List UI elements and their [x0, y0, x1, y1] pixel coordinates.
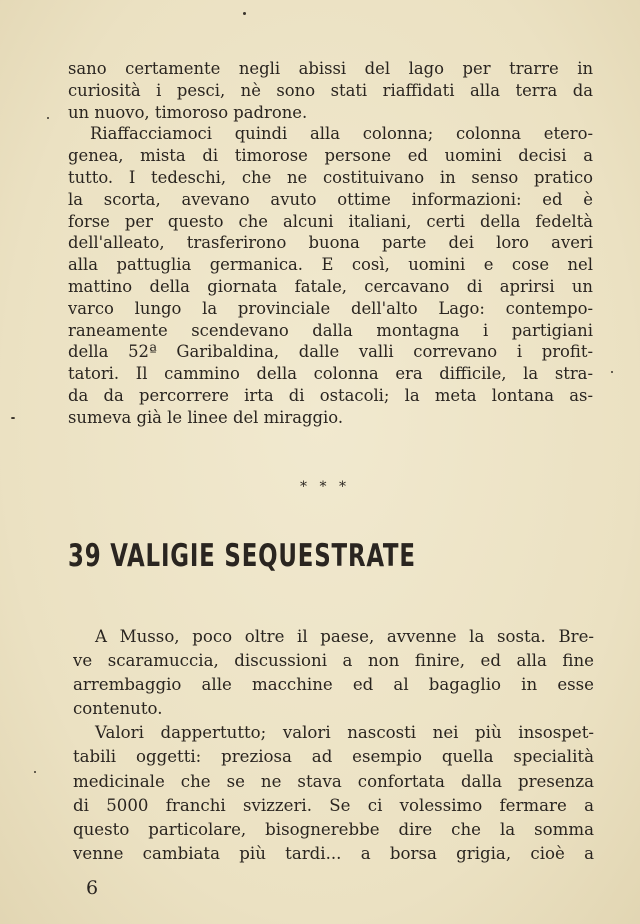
text-line: da da percorrere irta di ostacoli; la meta lontana as-	[68, 385, 593, 405]
chapter-heading: 39 VALIGIE SEQUESTRATE	[68, 538, 416, 574]
text-line: tutto. I tedeschi, che ne costituivano in senso pratico	[68, 167, 593, 187]
text-line: Riaffacciamoci quindi alla colonna; colonna etero-	[90, 124, 593, 144]
text-line: varco lungo la provinciale dell'alto Lago: contempo-	[68, 298, 593, 318]
text-line: dell'alleato, trasferirono buona parte dei loro averi	[68, 233, 593, 253]
text-line: curiosità i pesci, nè sono stati riaffidati alla terra da	[68, 80, 593, 100]
text-line: raneamente scendevano dalla montagna i partigiani	[68, 320, 593, 340]
text-line: tatori. Il cammino della colonna era difficile, la stra-	[68, 364, 593, 384]
paragraph-block-2	[73, 625, 594, 866]
text-line: arrembaggio alle macchine ed al bagaglio in esse	[73, 675, 594, 695]
text-line: sano certamente negli abissi del lago per trarre in	[68, 59, 593, 78]
text-line: ve scaramuccia, discussioni a non finire, ed alla fine	[73, 651, 594, 671]
text-line: della 52ª Garibaldina, dalle valli correvano i profit-	[68, 342, 593, 362]
text-line: forse per questo che alcuni italiani, certi della fedeltà	[68, 211, 593, 231]
text-line: di 5000 franchi svizzeri. Se ci volessimo fermare a	[73, 795, 594, 815]
page-number: 6	[86, 877, 99, 899]
text-line: genea, mista di timorose persone ed uomini decisi a	[68, 146, 593, 166]
text-line: venne cambiata più tardi... a borsa grigia, cioè a	[73, 843, 594, 863]
paragraph-block-1	[68, 58, 593, 429]
text-line: questo particolare, bisognerebbe dire che la somma	[73, 819, 594, 839]
section-separator: * * *	[300, 479, 350, 495]
text-line: alla pattuglia germanica. E così, uomini e cose nel	[68, 255, 593, 275]
text-line: contenuto.	[73, 699, 163, 719]
text-line: sumeva già le linee del miraggio.	[68, 407, 344, 427]
text-line: Valori dappertutto; valori nascosti nei più insospet-	[95, 723, 594, 743]
text-line: un nuovo, timoroso padrone.	[68, 102, 308, 122]
print-speck	[611, 371, 613, 373]
text-line: la scorta, avevano avuto ottime informazioni: ed è	[68, 189, 593, 209]
print-speck	[243, 12, 246, 15]
print-speck	[47, 117, 49, 119]
text-line: mattino della giornata fatale, cercavano di aprirsi un	[68, 276, 593, 296]
text-line: medicinale che se ne stava confortata dalla presenza	[73, 771, 594, 791]
text-line: tabili oggetti: preziosa ad esempio quella specialità	[73, 747, 594, 767]
text-line: A Musso, poco oltre il paese, avvenne la sosta. Bre-	[95, 627, 594, 646]
print-speck	[11, 417, 15, 419]
print-speck	[34, 771, 36, 773]
